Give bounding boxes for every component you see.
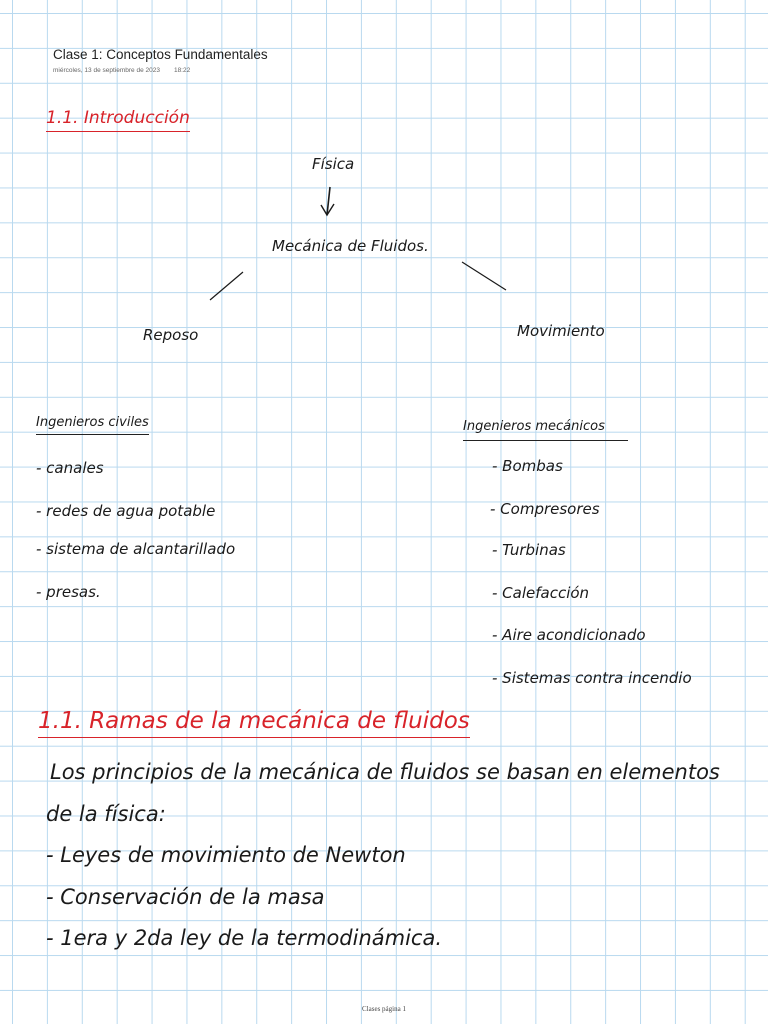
law-newton: - Leyes de movimiento de Newton — [46, 843, 406, 867]
page-date: miércoles, 13 de septiembre de 2023 — [53, 67, 160, 74]
paragraph-line-1: Los principios de la mecánica de fluidos se basan en elementos — [50, 760, 720, 784]
civil-item-alcantarillado: - sistema de alcantarillado — [36, 540, 236, 558]
law-conservacion-masa: - Conservación de la masa — [46, 885, 325, 909]
civil-engineers-heading — [36, 415, 149, 430]
page-timestamp — [53, 67, 190, 74]
concept-mecanica-fluidos: Mecánica de Fluidos. — [272, 237, 429, 255]
branch-reposo: Reposo — [143, 326, 199, 344]
mech-engineers-heading-text: Ingenieros mecánicos — [463, 419, 605, 434]
mech-item-turbinas: - Turbinas — [492, 541, 566, 559]
mech-item-calefaccion: - Calefacción — [492, 584, 590, 602]
civil-engineers-heading-text: Ingenieros civiles — [36, 415, 149, 435]
civil-item-redes: - redes de agua potable — [36, 502, 216, 520]
civil-item-presas: - presas. — [36, 583, 101, 601]
page-title: Clase 1: Conceptos Fundamentales — [53, 47, 268, 62]
arrow-down-icon — [327, 187, 330, 215]
branch-movimiento: Movimiento — [517, 322, 605, 340]
section1-heading: 1.1. Introducción — [46, 108, 190, 132]
concept-fisica: Física — [312, 155, 355, 173]
page-footer: Clases página 1 — [362, 1005, 406, 1013]
section2-heading: 1.1. Ramas de la mecánica de fluidos — [38, 708, 470, 738]
page-time: 18:22 — [173, 67, 191, 74]
paragraph-line-2: de la física: — [46, 802, 166, 826]
law-termodinamica: - 1era y 2da ley de la termodinámica. — [46, 926, 443, 950]
mech-item-aire: - Aire acondicionado — [492, 626, 646, 644]
mech-item-incendio: - Sistemas contra incendio — [492, 669, 692, 687]
arrow-head-icon — [321, 204, 334, 215]
branch-line-left — [210, 272, 243, 300]
mech-item-compresores: - Compresores — [490, 500, 600, 518]
branch-line-right — [462, 262, 506, 290]
mech-engineers-heading — [463, 415, 628, 441]
civil-item-canales: - canales — [36, 459, 104, 477]
mech-item-bombas: - Bombas — [492, 457, 563, 475]
